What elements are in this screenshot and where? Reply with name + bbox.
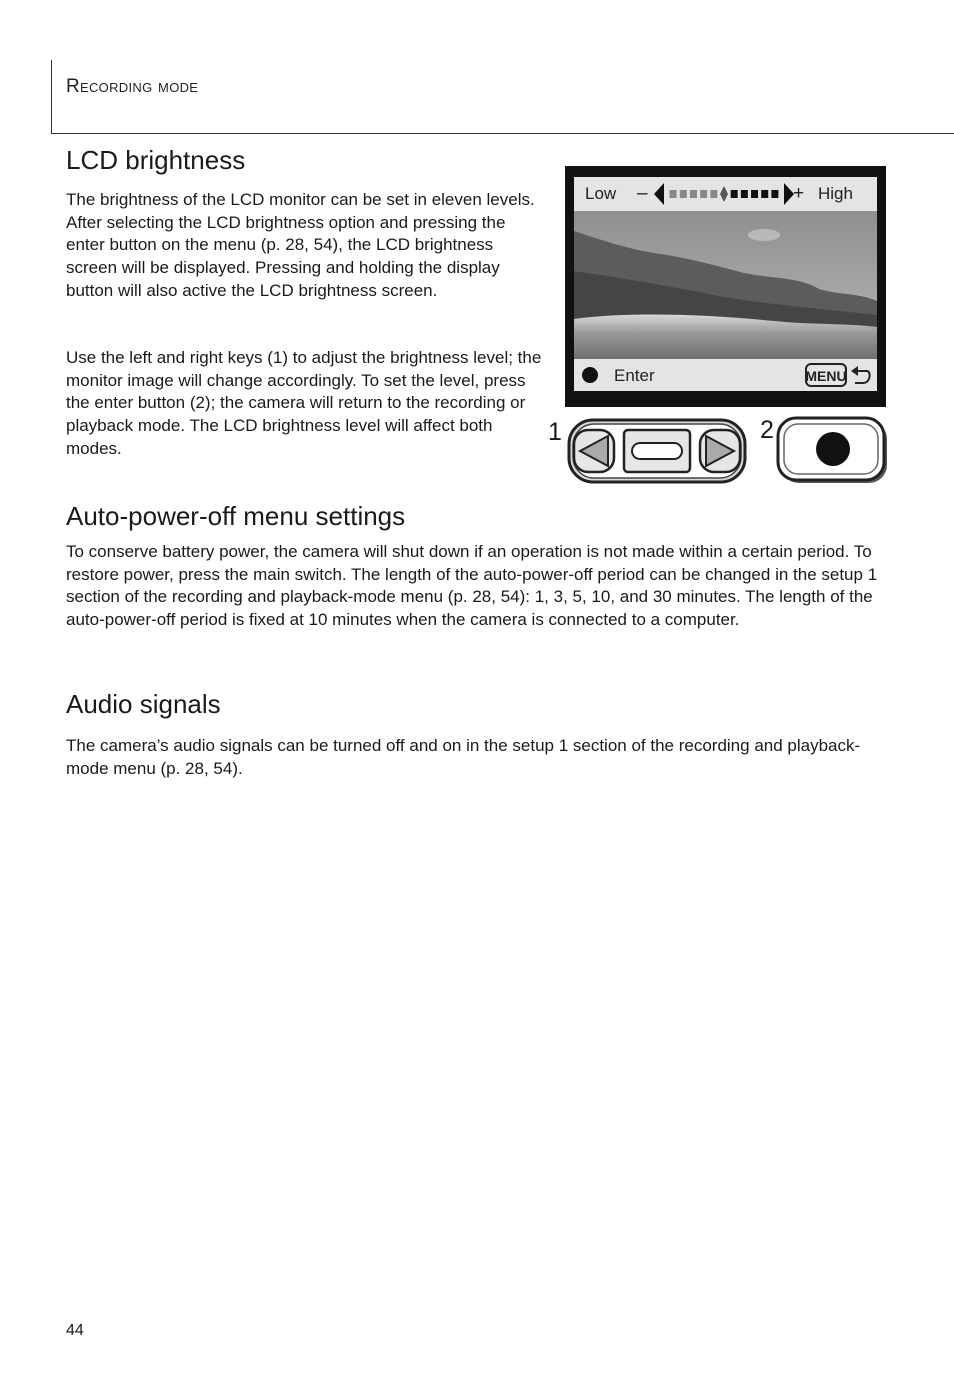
section-header: Recording mode (66, 76, 199, 97)
enter-dot-icon (582, 367, 598, 383)
brightness-block (751, 190, 758, 198)
brightness-block (761, 190, 768, 198)
brightness-block (680, 190, 687, 198)
lcd-brightness-paragraph-2: Use the left and right keys (1) to adjust the brightness level; the monitor image will change accordingly. To set the level, press the enter button (2); the camera will return to the recording or playback mode. The LCD brightness level will affect both modes. (66, 348, 542, 458)
brightness-block (771, 190, 778, 198)
plus-label: + (793, 183, 805, 204)
high-label: High (818, 184, 853, 203)
auto-power-off-heading: Auto-power-off menu settings (66, 501, 406, 531)
brightness-block (710, 190, 717, 198)
audio-signals-heading: Audio signals (66, 689, 221, 719)
brightness-block (700, 190, 707, 198)
minus-label: – (637, 183, 648, 204)
controller-keys-icon (566, 416, 748, 486)
low-label: Low (585, 184, 617, 203)
enter-button-icon (776, 416, 890, 486)
callout-2: 2 (760, 416, 774, 444)
brightness-block (690, 190, 697, 198)
enter-label: Enter (614, 366, 655, 385)
header-horizontal-rule (51, 133, 954, 134)
landscape-photo (574, 211, 877, 359)
brightness-marker (720, 186, 728, 202)
brightness-block (670, 190, 677, 198)
auto-power-off-paragraph: To conserve battery power, the camera will shut down if an operation is not made within a certain period. To restore power, press the main switch. The length of the auto-power-off period can be changed in the setup 1 section of the recording and playback-mode menu (p. 28, 54): 1, 3, 5, 10, and 30 minutes. The length of the auto-power-off period is fixed at 10 minutes when the camera is connected to a computer. (66, 542, 878, 630)
brightness-scale-icon (654, 183, 794, 205)
brightness-block (741, 190, 748, 198)
svg-text:MENU: MENU (805, 368, 847, 384)
lcd-brightness-heading: LCD brightness (66, 145, 246, 175)
menu-back-icon (805, 362, 871, 388)
lcd-brightness-paragraph-1: The brightness of the LCD monitor can be set in eleven levels. After selecting the LCD brightness option and pressing the enter button on the menu (p. 28, 54), the LCD brightness screen will be displayed. Pressing and holding the display button will also active the LCD brightness screen. (66, 190, 535, 300)
lcd-brightness-screen (565, 166, 886, 407)
brightness-bar (574, 177, 877, 211)
page-number: 44 (66, 1322, 84, 1339)
header-vertical-rule (51, 60, 52, 134)
brightness-block (731, 190, 738, 198)
lcd-footer-bar (574, 359, 877, 391)
callout-1: 1 (548, 418, 562, 446)
audio-signals-paragraph: The camera’s audio signals can be turned off and on in the setup 1 section of the recording and playback-mode menu (p. 28, 54). (66, 736, 861, 778)
